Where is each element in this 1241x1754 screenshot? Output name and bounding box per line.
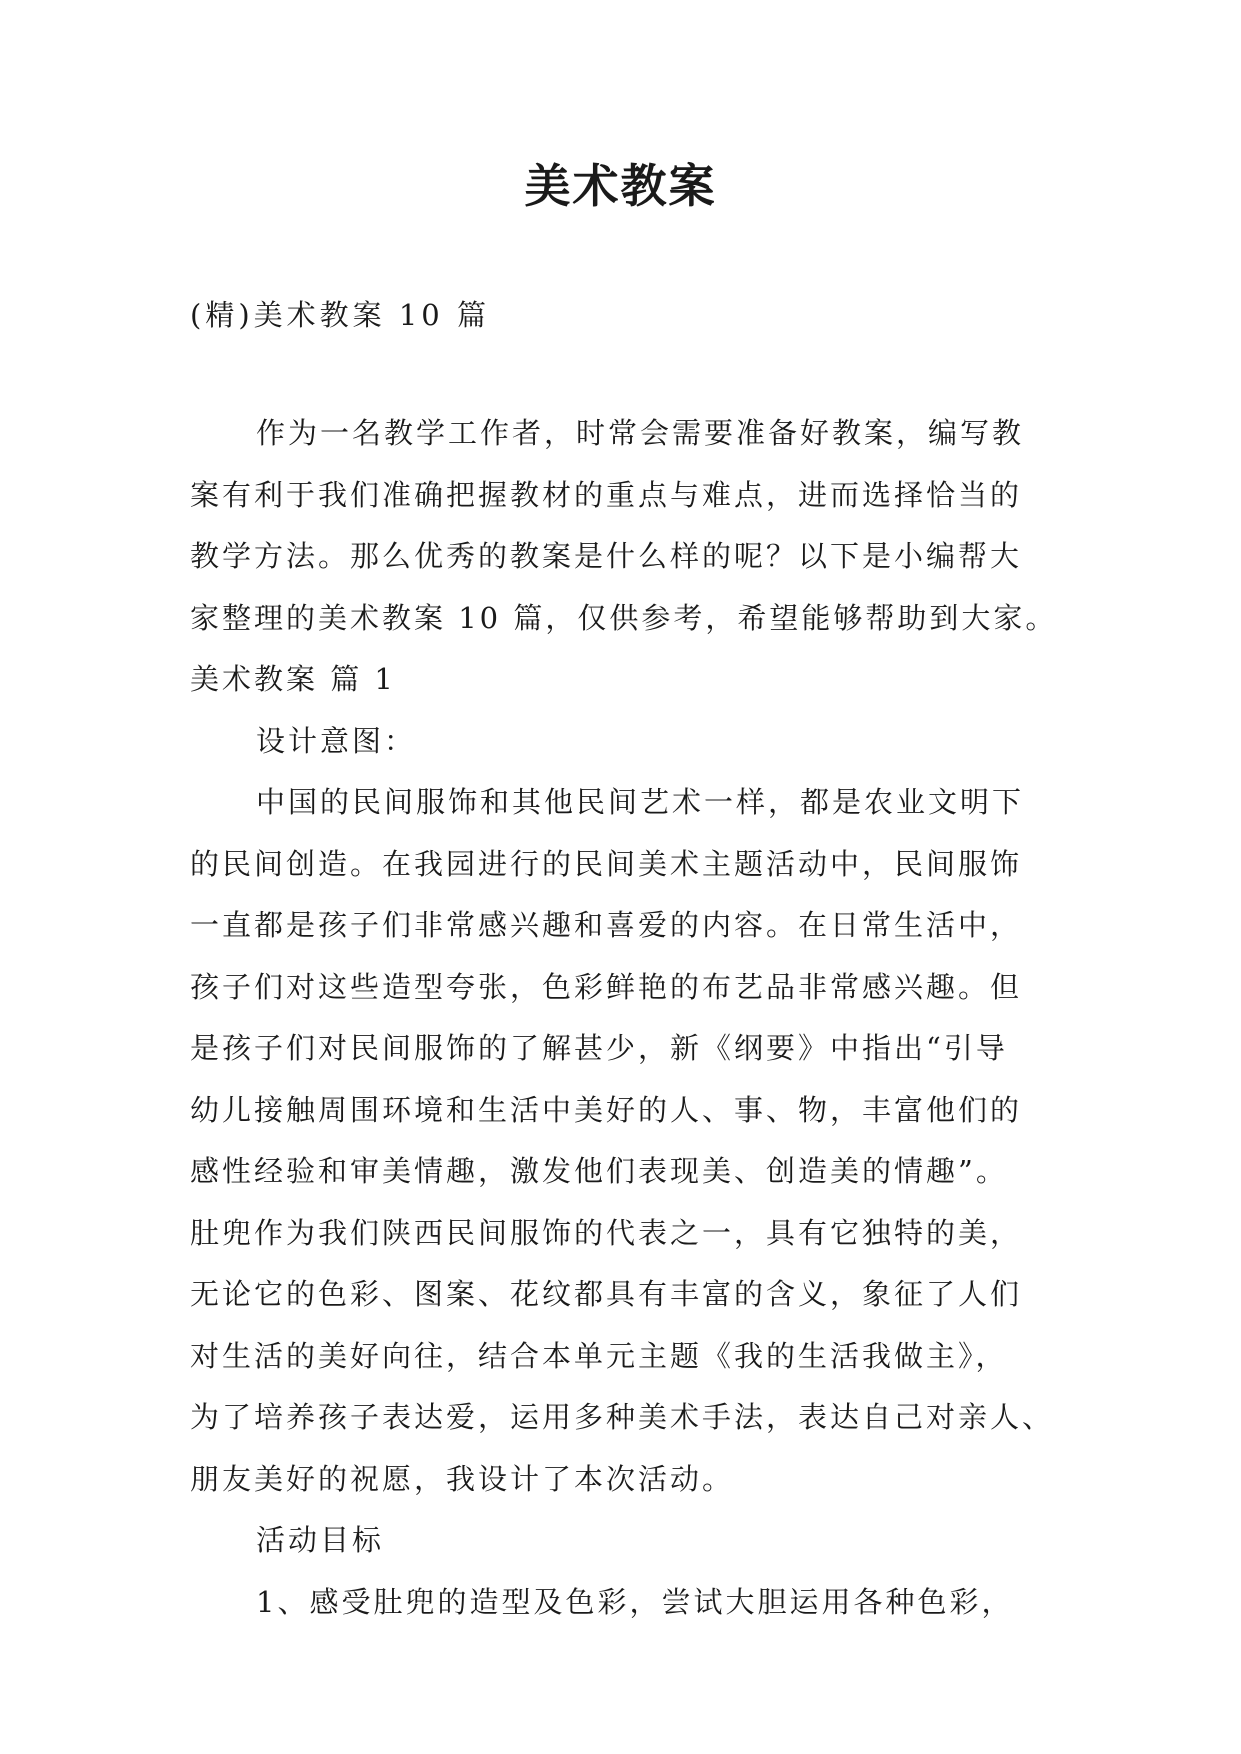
paragraph-line: 朋友美好的祝愿，我设计了本次活动。 — [190, 1461, 735, 1496]
paragraph-line: 案有利于我们准确把握教材的重点与难点，进而选择恰当的 — [190, 477, 1023, 512]
paragraph-line: 中国的民间服饰和其他民间艺术一样，都是农业文明下 — [256, 785, 1025, 819]
list-item: 1、感受肚兜的造型及色彩，尝试大胆运用各种色彩， — [256, 1584, 1014, 1619]
paragraph-line: 为了培养孩子表达爱，运用多种美术手法，表达自己对亲人、 — [190, 1400, 1055, 1434]
paragraph-line: 肚兜作为我们陕西民间服饰的代表之一，具有它独特的美， — [190, 1215, 1023, 1250]
paragraph-line: 对生活的美好向往，结合本单元主题《我的生活我做主》， — [190, 1338, 1008, 1373]
paragraph-line: 家整理的美术教案 10 篇，仅供参考，希望能够帮助到大家。 — [190, 600, 1058, 635]
paragraph-line: 幼儿接触周围环境和生活中美好的人、事、物，丰富他们的 — [190, 1092, 1023, 1127]
section-heading: 美术教案 篇 1 — [190, 662, 396, 696]
paragraph-line: 教学方法。那么优秀的教案是什么样的呢？以下是小编帮大 — [190, 539, 1023, 573]
section-subheading: 设计意图： — [256, 723, 417, 758]
document-body — [190, 403, 1070, 1633]
paragraph-line: 是孩子们对民间服饰的了解甚少，新《纲要》中指出“引导 — [190, 1031, 1008, 1065]
paragraph-line: 作为一名教学工作者，时常会需要准备好教案，编写教 — [256, 416, 1025, 450]
paragraph-line: 感性经验和审美情趣，激发他们表现美、创造美的情趣”。 — [190, 1154, 1008, 1188]
paragraph-line: 一直都是孩子们非常感兴趣和喜爱的内容。在日常生活中， — [190, 908, 1023, 942]
document-title: 美术教案 — [524, 159, 717, 213]
paragraph-line: 的民间创造。在我园进行的民间美术主题活动中，民间服饰 — [190, 846, 1023, 881]
section-subheading: 活动目标 — [256, 1523, 385, 1557]
document-subtitle: (精)美术教案 10 篇 — [190, 298, 490, 332]
paragraph-line: 孩子们对这些造型夸张，色彩鲜艳的布艺品非常感兴趣。但 — [190, 969, 1023, 1004]
paragraph-line: 无论它的色彩、图案、花纹都具有丰富的含义，象征了人们 — [190, 1277, 1023, 1311]
